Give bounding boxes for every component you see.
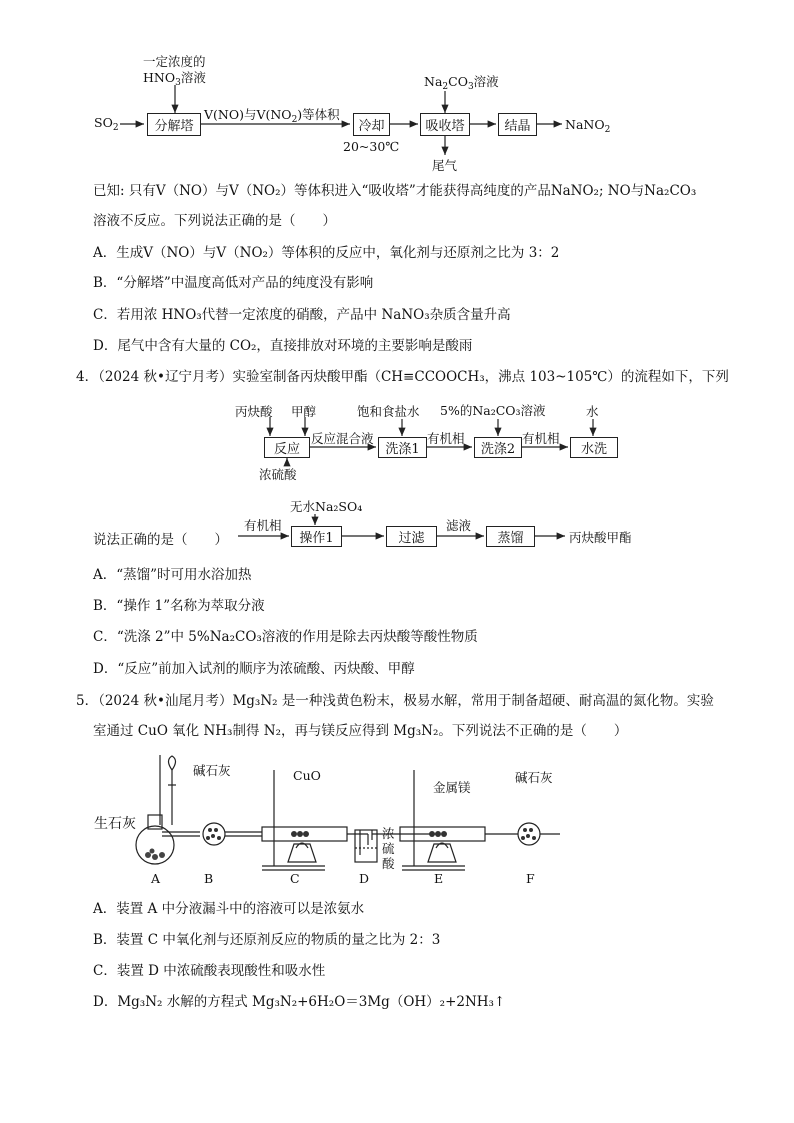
apparatus-letter-c: C	[290, 871, 300, 886]
flow1-box-cool: 冷却	[353, 113, 390, 136]
flow1-tail-gas: 尾气	[432, 158, 458, 173]
q5-stem-line1: 5．（2024 秋•汕尾月考）Mg₃N₂ 是一种浅黄色粉末，极易水解，常用于制备超硬、耐高温的氮化物。实验	[76, 693, 714, 709]
apparatus-a-flask	[136, 755, 200, 864]
flow2-box-react: 反应	[264, 437, 310, 458]
flow2-anhydrous: 无水Na₂SO₄	[290, 499, 363, 514]
q4-option-c[interactable]: C．“洗涤 2”中 5%Na₂CO₃溶液的作用是除去丙炔酸等酸性物质	[93, 629, 478, 645]
apparatus-label-mg: 金属镁	[433, 780, 471, 795]
flow2-mix: 反应混合液	[311, 431, 374, 446]
apparatus-letter-b: B	[204, 871, 214, 886]
q4-option-a[interactable]: A．“蒸馏”时可用水浴加热	[93, 567, 252, 583]
apparatus-letter-e: E	[434, 871, 444, 886]
flow1-cool-temp: 20~30℃	[343, 139, 400, 154]
apparatus-letter-d: D	[359, 871, 370, 886]
apparatus-letter-a: A	[151, 871, 161, 886]
flow1-box-absorb: 吸收塔	[420, 113, 470, 136]
apparatus-label-sodalime-b: 碱石灰	[193, 763, 231, 778]
q5-stem-line2: 室通过 CuO 氧化 NH₃制得 N₂，再与镁反应得到 Mg₃N₂。下列说法不正确的是（ ）	[93, 723, 628, 739]
flow2-product: 丙炔酸甲酯	[569, 530, 632, 545]
q4-stem-line1: 4．（2024 秋•辽宁月考）实验室制备丙炔酸甲酯（CH≡CCOOCH₃，沸点 103~105℃）的流程如下，下列	[76, 369, 729, 385]
q3-stem-line2: 溶液不反应。下列说法正确的是（ ）	[93, 213, 336, 229]
q4-stem-line2: 说法正确的是（ ）	[93, 532, 228, 548]
q5-option-a[interactable]: A．装置 A 中分液漏斗中的溶液可以是浓氨水	[93, 901, 365, 917]
flow2-box-wash1: 洗涤1	[378, 437, 427, 458]
flow2-brine: 饱和食盐水	[357, 404, 420, 419]
apparatus-c-tube	[262, 770, 368, 870]
flow2-methanol: 甲醇	[291, 404, 317, 419]
flow1-input-line2: $HNO_3$溶液	[143, 70, 206, 88]
apparatus-b-drying-tube	[203, 823, 262, 845]
flow2-na2co3: 5%的Na₂CO₃溶液	[440, 403, 546, 418]
q3-option-b[interactable]: B．“分解塔”中温度高低对产品的纯度没有影响	[93, 275, 374, 291]
q5-option-b[interactable]: B．装置 C 中氧化剂与还原剂反应的物质的量之比为 2：3	[93, 932, 441, 948]
q3-option-c[interactable]: C．若用浓 HNO₃代替一定浓度的硝酸，产品中 NaNO₃杂质含量升高	[93, 307, 511, 323]
flow2-box-op1: 操作1	[291, 526, 342, 547]
flow2-conc-h2so4: 浓硫酸	[259, 467, 297, 482]
flow2-propynoic: 丙炔酸	[235, 404, 273, 419]
apparatus-label-cuo: CuO	[293, 768, 321, 783]
flow2-filtrate: 滤液	[446, 518, 472, 533]
q5-option-c[interactable]: C．装置 D 中浓硫酸表现酸性和吸水性	[93, 963, 326, 979]
flow1-box-decompose: 分解塔	[147, 113, 201, 136]
flow1-so2: $SO_2$	[94, 115, 119, 133]
apparatus-label-sodalime-f: 碱石灰	[515, 770, 553, 785]
flow1-input-line1: 一定浓度的	[143, 54, 206, 69]
flow2-organic3: 有机相	[244, 518, 282, 533]
apparatus-f-drying-tube	[518, 823, 560, 845]
flow2-water: 水	[586, 404, 599, 419]
flow2-box-water-wash: 水洗	[570, 437, 618, 458]
q5-option-d[interactable]: D．Mg₃N₂ 水解的方程式 Mg₃N₂+6H₂O＝3Mg（OH）₂+2NH₃↑	[93, 994, 506, 1010]
apparatus-label-conc-h2so4: 浓 硫 酸	[382, 826, 395, 871]
q3-option-d[interactable]: D．尾气中含有大量的 CO₂，直接排放对环境的主要影响是酸雨	[93, 338, 473, 354]
flow1-ratio-label: V(NO)与$V(NO_2)$等体积	[204, 107, 340, 125]
flow2-organic1: 有机相	[427, 431, 465, 446]
apparatus-letter-f: F	[526, 871, 535, 886]
flow2-organic2: 有机相	[522, 431, 560, 446]
flow2-box-distill: 蒸馏	[486, 526, 535, 547]
flow1-product: NaNO$_2$	[565, 117, 611, 135]
flow2-box-filter: 过滤	[386, 526, 437, 547]
flow1-na2co3: $Na_2CO_3$溶液	[424, 74, 499, 92]
q4-option-b[interactable]: B．“操作 1”名称为萃取分液	[93, 598, 265, 614]
q3-stem-line1: 已知: 只有V（NO）与V（NO₂）等体积进入“吸收塔”才能获得高纯度的产品NaNO₂; NO与Na₂CO₃	[93, 183, 697, 199]
apparatus-label-lime: 生石灰	[94, 816, 136, 832]
flow2-box-wash2: 洗涤2	[474, 437, 522, 458]
q3-option-a[interactable]: A．生成V（NO）与V（NO₂）等体积的反应中，氧化剂与还原剂之比为 3：2	[93, 245, 560, 261]
q4-option-d[interactable]: D．“反应”前加入试剂的顺序为浓硫酸、丙炔酸、甲醇	[93, 661, 415, 677]
flow1-box-crystal: 结晶	[498, 113, 537, 136]
